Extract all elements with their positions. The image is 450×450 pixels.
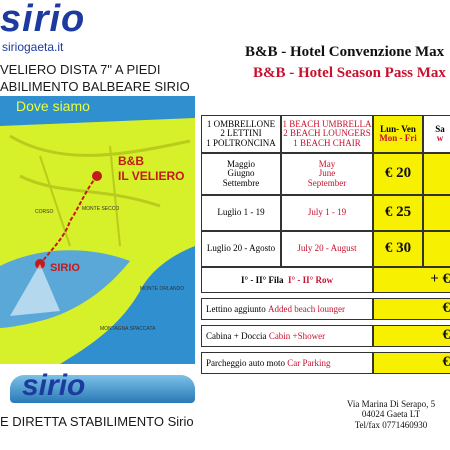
period-line: July 20 - August: [297, 243, 357, 254]
price-table: [201, 115, 450, 395]
price-weekday: € 25: [373, 195, 423, 231]
header-line: 1 OMBRELLONE: [206, 118, 276, 129]
extra-parking-value: €: [373, 352, 450, 374]
price-weekend: [423, 153, 450, 195]
extra-lounger-label: [201, 298, 373, 320]
extra-label-en: Added beach lounger: [268, 304, 345, 314]
address-city: 04024 Gaeta LT: [361, 409, 421, 420]
period-line: Luglio 1 - 19: [217, 207, 265, 218]
address-block: [332, 399, 450, 430]
place-label: MONTE SECCO: [82, 206, 120, 212]
place-label: CORSO: [35, 209, 54, 215]
price-weekday: € 30: [373, 231, 423, 267]
map-title: Dove siamo: [16, 98, 90, 114]
extra-cabin-value: €: [373, 325, 450, 347]
period-en: [281, 231, 373, 267]
logo-word: sirio: [0, 0, 86, 40]
header-line: 2 LETTINI: [220, 128, 262, 139]
header-line: Mon - Fri: [379, 133, 417, 143]
header-package-en: [281, 115, 373, 153]
sirio-label: SIRIO: [50, 262, 80, 274]
header-line: w: [436, 133, 444, 143]
bottom-logo-word: sirio: [22, 369, 86, 402]
header-package-it: [201, 115, 281, 153]
extra-lounger-value: €: [373, 298, 450, 320]
period-it: [201, 231, 281, 267]
sirio-logo: [0, 0, 200, 55]
extra-label-it: Parcheggio auto moto: [206, 358, 285, 368]
period-line: June: [318, 168, 336, 179]
period-it: [201, 195, 281, 231]
period-it: [201, 153, 281, 195]
extra-label-it: Cabina + Doccia: [206, 331, 267, 341]
row-fila-label: [201, 267, 373, 293]
fila-label-en: I° - II° Row: [288, 275, 333, 285]
website-link[interactable]: siriogaeta.it: [2, 40, 64, 54]
period-line: Luglio 20 - Agosto: [206, 243, 276, 254]
period-line: September: [307, 177, 347, 188]
price-weekday: € 20: [373, 153, 423, 195]
place-label: MONTAGNA SPACCATA: [100, 326, 156, 332]
extra-parking-label: [201, 352, 373, 374]
header-line: 1 BEACH UMBRELLA: [282, 118, 372, 129]
extra-cabin-label: [201, 325, 373, 347]
heading-english: B&B - Hotel Season Pass Max: [253, 65, 446, 81]
row-fila-value: + €: [373, 267, 450, 293]
sirio-bottom-logo: [10, 367, 195, 407]
address-street: Via Marina Di Serapo, 5: [346, 399, 436, 409]
distance-tagline: VELIERO DISTA 7" A PIEDI: [0, 62, 161, 77]
bb-marker: [92, 171, 102, 181]
address-phone: Tel/fax 0771460930: [354, 419, 428, 430]
map-graphic: [0, 96, 195, 364]
price-weekend: [423, 195, 450, 231]
period-en: [281, 195, 373, 231]
header-weekend: [423, 115, 450, 153]
extra-label-en: Car Parking: [287, 358, 331, 368]
bottom-caption: E DIRETTA STABILIMENTO Sirio: [0, 414, 194, 429]
bb-label-line2: IL VELIERO: [118, 169, 185, 183]
header-weekday: [373, 115, 423, 153]
bb-label-line1: B&B: [118, 154, 144, 168]
header-line: 1 BEACH CHAIR: [293, 137, 361, 148]
header-line: 2 BEACH LOUNGERS: [283, 128, 371, 139]
period-en: [281, 153, 373, 195]
period-line: May: [318, 158, 336, 169]
extra-label-en: Cabin +Shower: [268, 331, 326, 341]
fila-label-it: I° - II° Fila: [241, 275, 284, 285]
location-map: [0, 96, 195, 364]
header-line: Lun- Ven: [380, 123, 416, 134]
beach-tagline: ABILIMENTO BALBEARE SIRIO: [0, 79, 190, 94]
heading-italian: B&B - Hotel Convenzione Max: [245, 44, 445, 60]
period-line: Giugno: [227, 168, 255, 179]
place-label: MONTE ORLANDO: [140, 286, 185, 292]
extra-label-it: Lettino aggiunto: [206, 304, 266, 314]
period-line: Settembre: [222, 177, 260, 188]
header-line: 1 POLTRONCINA: [206, 137, 276, 148]
period-line: July 1 - 19: [307, 207, 347, 218]
period-line: Maggio: [227, 158, 255, 169]
header-line: Sa: [435, 123, 445, 134]
price-weekend: [423, 231, 450, 267]
